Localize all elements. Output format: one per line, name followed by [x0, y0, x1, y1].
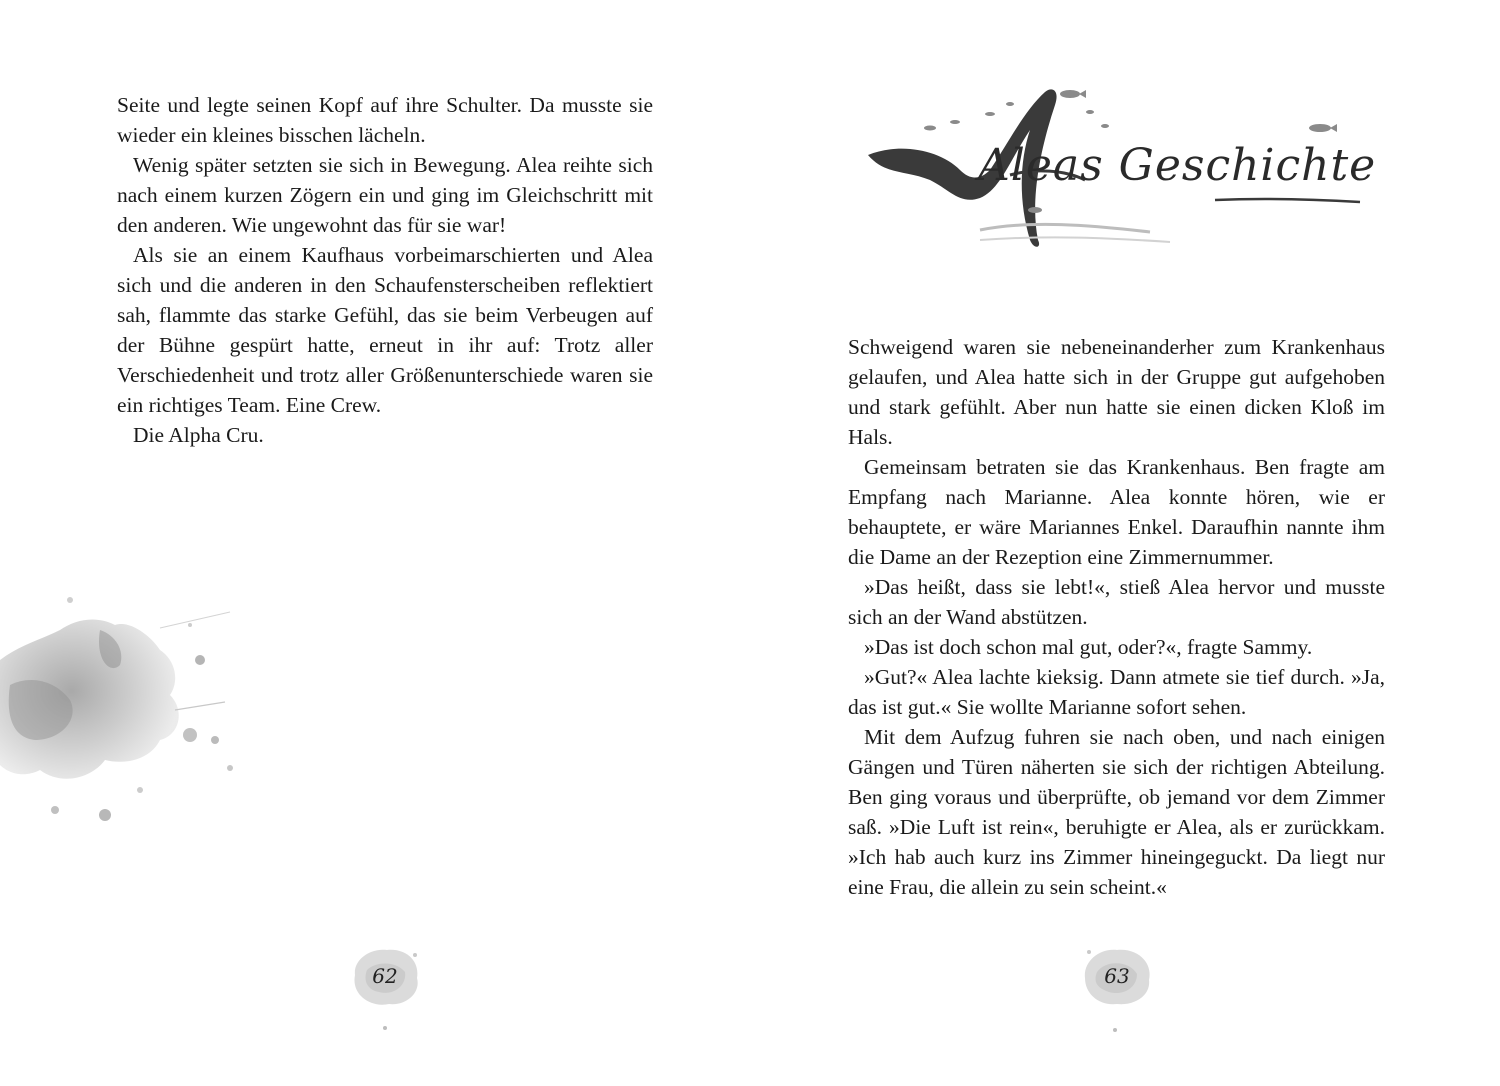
ink-splash-illustration — [0, 590, 250, 840]
paragraph: Die Alpha Cru. — [133, 423, 264, 447]
paragraph: »Das ist doch schon mal gut, oder?«, fragte Sammy. — [864, 635, 1313, 659]
ink-blot-icon — [1077, 940, 1157, 1040]
page-number-badge — [345, 940, 425, 1040]
page-number: 63 — [1104, 964, 1130, 988]
paragraph: Gemeinsam betraten sie das Krankenhaus. Ben fragte am Empfang nach Marianne. Alea konnte hören, wie er behauptete, er wäre Mariannes Enkel. Daraufhin nannte ihm die Dame an der Rezeption eine Zimmernummer. — [848, 455, 1385, 569]
ink-blot-icon — [345, 940, 425, 1040]
paragraph: Wenig später setzten sie sich in Bewegung. Alea reihte sich nach einem kurzen Zögern ein und ging im Gleichschritt mit den anderen. Wie ungewohnt das für sie war! — [117, 153, 653, 237]
paragraph: Mit dem Aufzug fuhren sie nach oben, und nach einigen Gängen und Türen näherten sie sich der richtigen Abteilung. Ben ging voraus und überprüfte, ob jemand vor dem Zimmer saß. »Die Luft ist rein«, beruhigte er Alea, als er zurückkam. »Ich hab auch kurz ins Zimmer hineingeguckt. Da liegt nur eine Frau, die allein zu sein scheint.« — [848, 725, 1385, 899]
paragraph: Seite und legte seinen Kopf auf ihre Schulter. Da musste sie wieder ein kleines bisschen lächeln. — [117, 93, 653, 147]
paragraph: »Gut?« Alea lachte kieksig. Dann atmete sie tief durch. »Ja, das ist gut.« Sie wollte Marianne sofort sehen. — [848, 665, 1385, 719]
paragraph: Schweigend waren sie nebeneinanderher zum Krankenhaus gelaufen, und Alea hatte sich in der Gruppe gut aufgehoben und stark gefühlt. Aber nun hatte sie einen dicken Kloß im Hals. — [848, 335, 1385, 449]
left-page-text — [117, 90, 653, 450]
right-page — [750, 0, 1500, 1086]
paragraph: Als sie an einem Kaufhaus vorbeimarschierten und Alea sich und die anderen in den Schaufensterscheiben reflektiert sah, flammte das starke Gefühl, das sie beim Verbeugen auf der Bühne gespürt hatte, erneut in ihr auf: Trotz aller Verschiedenheit und trotz aller Größenunterschiede waren sie ein richtiges Team. Eine Crew. — [117, 243, 653, 417]
paragraph: »Das heißt, dass sie lebt!«, stieß Alea hervor und musste sich an der Wand abstützen. — [848, 575, 1385, 629]
page-number: 62 — [372, 964, 398, 988]
page-number-badge — [1077, 940, 1157, 1040]
chapter-header-title: Aleas Geschichte — [978, 140, 1377, 191]
right-page-text — [848, 332, 1385, 902]
